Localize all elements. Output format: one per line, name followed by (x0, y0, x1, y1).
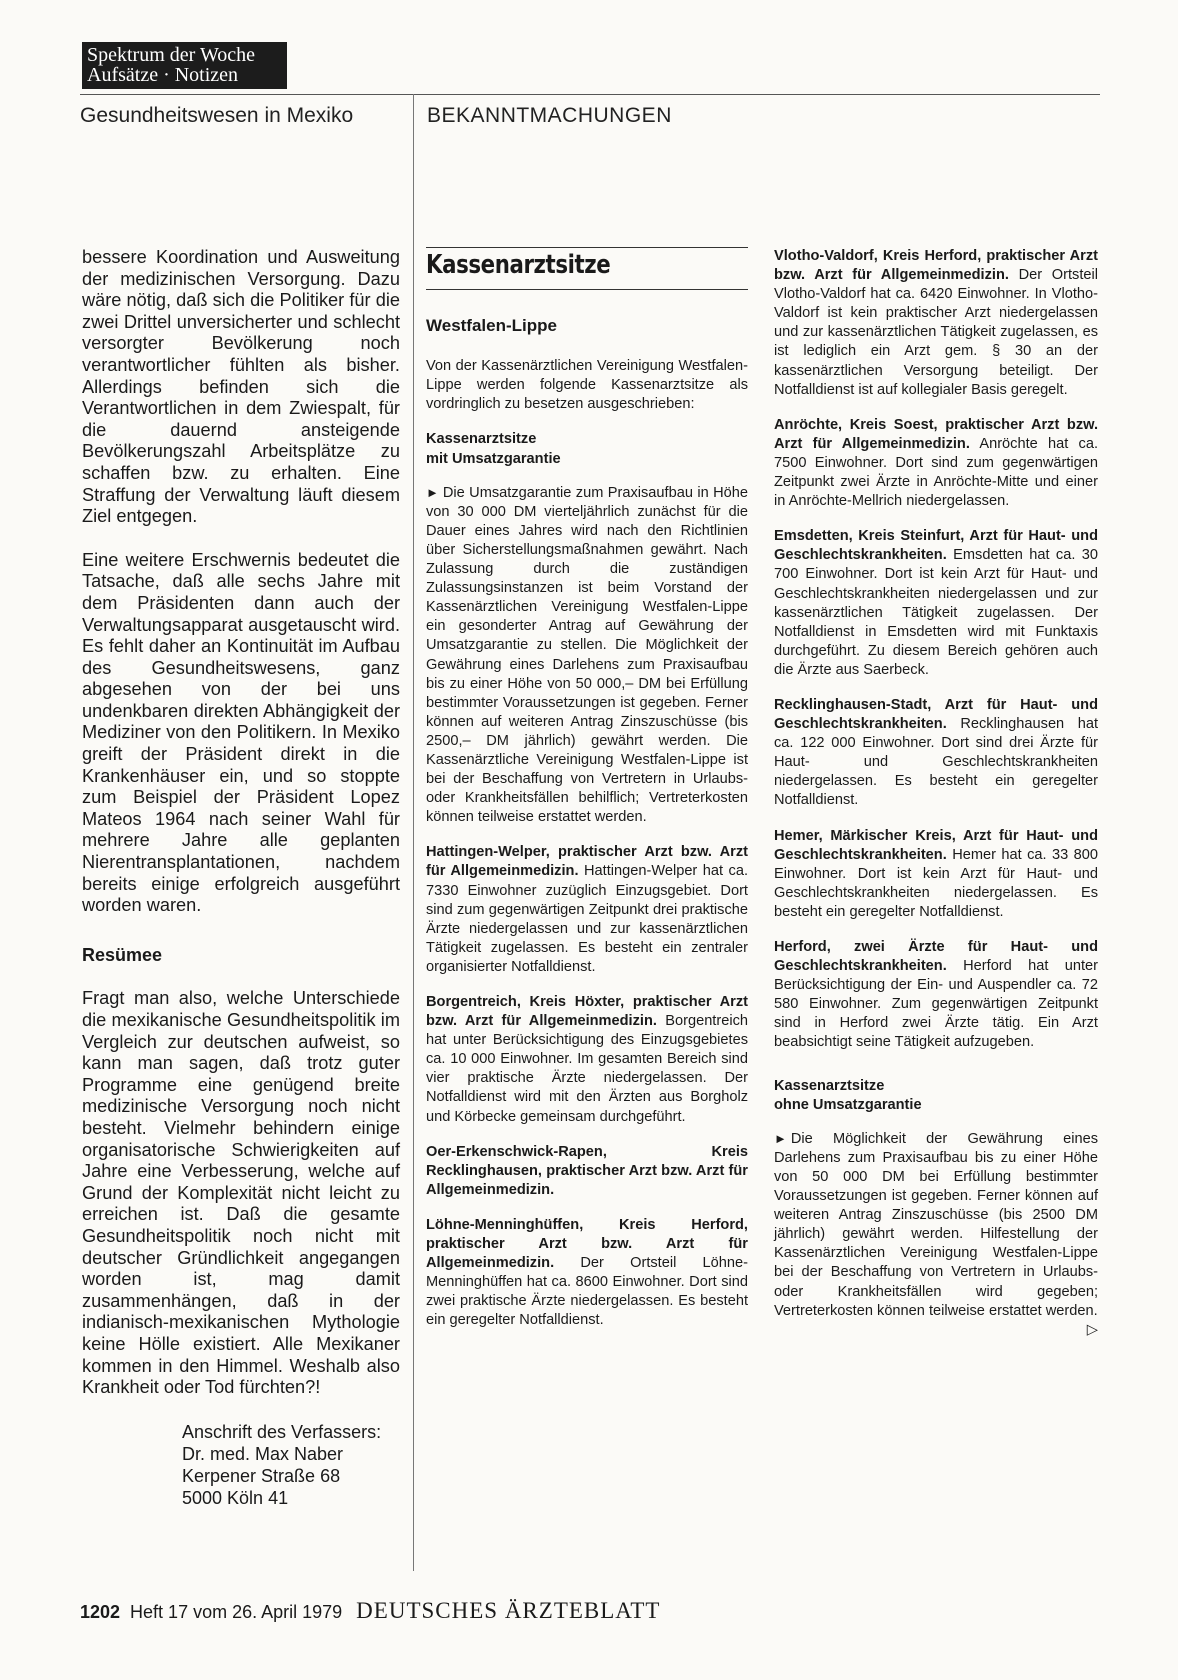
running-head-left: Gesundheitswesen in Mexiko (80, 104, 354, 127)
badge-line-1: Spektrum der Woche (87, 44, 255, 66)
section-heading: Resümee (82, 944, 163, 965)
subheading-without-guarantee (774, 1077, 1098, 1115)
listing-heading: Löhne-Menninghüffen, Kreis Herford, praktischer Arzt bzw. Arzt für Allgemeinmedizin. (426, 1216, 748, 1272)
listing-text: Borgentreich hat unter Berücksichtigung des Einzugsgebietes ca. 10 000 Einwohner. Im gesamten Bereich sind vier praktische Ärzte niedergelassen. Der Notfalldienst wird mit den Ärzten aus Borgholz und Körbecke gemeinsam durchgeführt. (426, 1013, 748, 1125)
listing-entry (774, 247, 1098, 400)
listing-entry (774, 416, 1098, 511)
paragraph: Eine weitere Erschwernis bedeutet die Tatsache, daß alle sechs Jahre mit dem Präsidenten dann auch der Verwaltungsapparat ausgetauscht wird. Es fehlt daher an Kontinuität im Aufbau des Gesundheitswesens, ganz abgesehen von der bei uns undenkbaren direkten Abhängigkeit der Mediziner von den Politikern. In Mexiko greift der Präsident direkt in die Krankenhäuser ein, und so stoppte zum Beispiel der Präsident Lopez Mateos 1964 nach seiner Wahl für mehrere Jahre alle geplanten Nierentransplantationen, nachdem bereits einige erfolgreich ausgeführt worden waren. (82, 549, 400, 916)
column-divider (413, 94, 414, 1571)
author-address (182, 1421, 400, 1509)
triangle-right-icon: ► (426, 484, 439, 500)
announcements-column-2 (774, 247, 1098, 1340)
listing-text: Recklinghausen hat ca. 122 000 Einwohner. Dort sind drei Ärzte für Haut- und Geschlechtskrankheiten niedergelassen. Es besteht ein geregelter Notfalldienst. (774, 716, 1098, 809)
loan-text: Die Möglichkeit der Gewährung eines Darlehens zum Praxisaufbau bis zu einer Höhe von 50 000 DM bei Erfüllung bestimmter Voraussetzungen ist gegeben. Ferner können auf weiteren Antrag Zinszuschüsse (bis 2500 DM jährlich) gewährt werden. Hilfestellung der Kassenärztlichen Vereinigung Westfalen-Lippe bei der Beschaffung von Vertretern in Urlaubs- oder Krankheitsfällen wird gegeben; Vertreterkosten können teilweise erstattet werden. (774, 1130, 1098, 1319)
listing-text: Anröchte hat ca. 7500 Einwohner. Dort sind zum gegenwärtigen Zeitpunkt zwei Ärzte in Anröchte-Mitte und einer in Anröchte-Mellrich niedergelassen. (774, 435, 1098, 510)
continue-arrow-icon: ▷ (1086, 1321, 1098, 1338)
listing-heading: Hattingen-Welper, praktischer Arzt bzw. Arzt für Allgemeinmedizin. (426, 844, 748, 880)
listing-entry (774, 938, 1098, 1053)
subheading-line: ohne Umsatzgarantie (774, 1096, 922, 1113)
triangle-right-icon: ► (774, 1130, 787, 1146)
listing-entry (426, 1216, 748, 1331)
announcement-title: Kassenarztsitze (426, 250, 611, 280)
listing-heading: Emsdetten, Kreis Steinfurt, Arzt für Haut- und Geschlechtskrankheiten. (774, 528, 1098, 564)
title-rule-bottom (426, 289, 748, 290)
loan-paragraph (774, 1129, 1098, 1338)
listing-text: Der Ortsteil Löhne-Menninghüffen hat ca. 8600 Einwohner. Dort sind zwei praktische Ärzte niedergelassen. Es besteht ein geregelter Notfalldienst. (426, 1255, 748, 1329)
guarantee-paragraph (426, 483, 748, 828)
subheading-line: Kassenarztsitze (774, 1077, 885, 1094)
journal-name: DEUTSCHES ÄRZTEBLATT (356, 1598, 661, 1623)
page-footer (80, 1598, 660, 1624)
listing-heading: Borgentreich, Kreis Höxter, praktischer Arzt bzw. Arzt für Allgemeinmedizin. (426, 994, 748, 1030)
listing-heading: Oer-Erkenschwick-Rapen, Kreis Recklinghausen, praktischer Arzt bzw. Arzt für Allgemeinmedizin. (426, 1143, 748, 1198)
address-line: 5000 Köln 41 (182, 1487, 289, 1508)
paragraph: bessere Koordination und Ausweitung der medizinischen Versorgung. Dazu wäre nötig, daß sich die Politiker für die zwei Drittel unversicherter und schlecht versorgter Bevölkerung noch verantwortlicher fühlten als bisher. Allerdings befinden sich die Verantwortlichen in dem Zwiespalt, für die dauernd ansteigende Bevölkerungszahl Arbeitsplätze zu schaffen bzw. zu erhalten. Eine Straffung der Verwaltung läuft diesem Ziel entgegen. (82, 247, 400, 527)
header-rule (80, 94, 1100, 95)
listing-text: Hattingen-Welper hat ca. 7330 Einwohner zuzüglich Einzugsgebiet. Dort sind zum gegenwärtigen Zeitpunkt drei praktische Ärzte niedergelassen und zur kassenärztlichen Tätigkeit zugelassen. Es besteht ein zentraler organisierter Notfalldienst. (426, 863, 748, 975)
listing-entry (426, 993, 748, 1127)
title-rule-top (426, 247, 748, 248)
listing-heading: Herford, zwei Ärzte für Haut- und Geschlechtskrankheiten. (774, 939, 1098, 975)
listing-text: Emsdetten hat ca. 30 700 Einwohner. Dort ist kein Arzt für Haut- und Geschlechtskrankheiten niedergelassen und zur kassenärztlichen Tätigkeit zugelassen. Der Notfalldienst in Emsdetten wird mit Funktaxis durchgeführt. Zu diesem Bereich gehören auch die Ärzte aus Saerbeck. (774, 547, 1098, 678)
subheading-line: Kassenarztsitze (426, 431, 537, 448)
address-line: Anschrift des Verfassers: (182, 1421, 382, 1442)
listing-text: Der Ortsteil Vlotho-Valdorf hat ca. 6420 Einwohner. In Vlotho-Valdorf ist kein praktischer Arzt niedergelassen und zur kassenärztlichen Tätigkeit zugelassen, es ist lediglich ein Arzt gem. § 30 an der kassenärztlichen Versorgung beteiligt. Der Notfalldienst ist auf kollegialer Basis geregelt. (774, 267, 1099, 398)
listing-heading: Hemer, Märkischer Kreis, Arzt für Haut- und Geschlechtskrankheiten. (774, 827, 1098, 863)
listing-heading: Recklinghausen-Stadt, Arzt für Haut- und Geschlechtskrankheiten. (774, 696, 1098, 733)
intro-paragraph: Von der Kassenärztlichen Vereinigung Westfalen-Lippe werden folgende Kassenarztsitze als vordringlich zu besetzen ausgeschrieben: (426, 358, 748, 413)
badge-line-2: Aufsätze · Notizen (87, 64, 239, 86)
listing-text: Hemer hat ca. 33 800 Einwohner. Dort ist kein Arzt für Haut- und Geschlechtskrankheiten niedergelassen. Es besteht ein geregelter Notfalldienst. (774, 846, 1098, 920)
listing-text: Herford hat unter Berücksichtigung der Ein- und Auspendler ca. 72 580 Einwohner. Zum gegenwärtigen Zeitpunkt sind in Herford zwei Ärzte tätig. Ein Arzt beabsichtigt seine Tätigkeit aufzugeben. (774, 958, 1098, 1051)
page-number: 1202 (80, 1602, 121, 1622)
subheading-line: mit Umsatzgarantie (426, 450, 561, 467)
listing-entry (774, 527, 1098, 680)
running-head-right: BEKANNTMACHUNGEN (427, 104, 672, 127)
address-line: Kerpener Straße 68 (182, 1465, 341, 1486)
subheading-with-guarantee (426, 430, 748, 468)
listing-entry (426, 1143, 748, 1200)
listing-heading: Anröchte, Kreis Soest, praktischer Arzt bzw. Arzt für Allgemeinmedizin. (774, 416, 1098, 452)
paragraph: Fragt man also, welche Unterschiede die mexikanische Gesundheitspolitik im Vergleich zur deutschen aufweist, so kann man sagen, daß trotz guter Programme eine genügend breite medizinische Versorgung noch nicht besteht. Vielmehr behindern einige organisatorische Schwierigkeiten auf Jahre eine Verbesserung, welche auf Grund der Komplexität nicht leicht zu erreichen ist. Daß die gesamte Gesundheitspolitik noch nicht mit deutscher Gründlichkeit angegangen worden ist, mag damit zusammenhängen, daß in der indianisch-mexikanischen Mythologie keine Hölle existiert. Alle Mexikaner kommen in den Himmel. Weshalb also Krankheit oder Tod fürchten?! (82, 988, 400, 1398)
announcements-column-1 (426, 247, 748, 1347)
region-heading: Westfalen-Lippe (426, 316, 557, 336)
listing-entry (774, 696, 1098, 811)
listing-entry (774, 827, 1098, 922)
issue-info: Heft 17 vom 26. April 1979 (130, 1602, 343, 1622)
listing-entry (426, 843, 748, 977)
article-column (82, 247, 400, 1509)
guarantee-text: Die Umsatzgarantie zum Praxisaufbau in Höhe von 30 000 DM vierteljährlich zunächst für die Dauer eines Jahres wird nach den Richtlinien über Sicherstellungsmaßnahmen gewährt. Nach Zulassung durch die zuständigen Zulassungsinstanzen ist beim Vorstand der Kassenärztlichen Vereinigung Westfalen-Lippe ein gesonderter Antrag auf Gewährung der Umsatzgarantie zu stellen. Die Möglichkeit der Gewährung eines Darlehens zum Praxisaufbau bis zu einer Höhe von 50 000,– DM bei Erfüllung bestimmter Voraussetzungen ist gegeben. Ferner können auf weiteren Antrag Zinszuschüsse (bis 2500,– DM jährlich) gewährt werden. Die Kassenärztliche Vereinigung Westfalen-Lippe ist bei der Beschaffung von Vertretern in Urlaubs- oder Krankheitsfällen behilflich; Vertreterkosten können teilweise erstattet werden. (426, 484, 748, 826)
address-line: Dr. med. Max Naber (182, 1443, 344, 1464)
section-badge (82, 42, 287, 89)
listing-heading: Vlotho-Valdorf, Kreis Herford, praktischer Arzt bzw. Arzt für Allgemeinmedizin. (774, 248, 1098, 284)
